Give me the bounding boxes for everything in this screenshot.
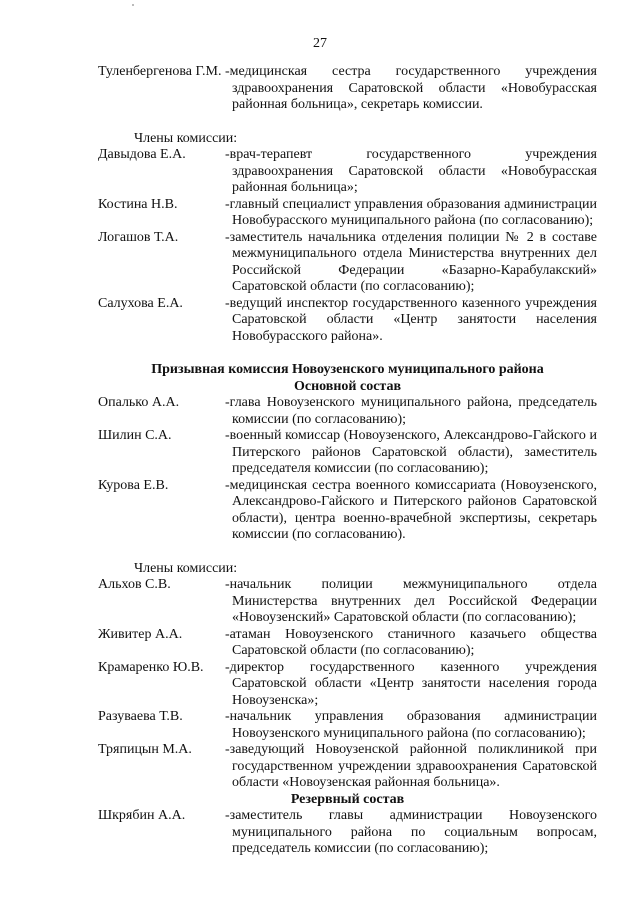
member-entry	[98, 577, 597, 627]
page-number: 27	[313, 36, 327, 51]
member-name: Давыдова Е.А.	[98, 147, 186, 162]
member-entry	[98, 395, 597, 428]
member-entry	[98, 627, 597, 660]
member-role: -начальник управления образования администрации Новоузенского муниципального района (по согласованию);	[225, 709, 597, 741]
member-name: Логашов Т.А.	[98, 229, 179, 245]
member-entry	[98, 478, 597, 544]
block-main	[98, 395, 597, 544]
member-name: Тряпицын М.А.	[98, 742, 192, 757]
reserve-composition-heading: Резервный состав	[290, 791, 405, 807]
member-role: -заместитель главы администрации Новоузенского муниципального района по социальным вопросам, председатель комиссии (по согласованию);	[225, 808, 597, 856]
member-name: Опалько А.А.	[98, 395, 180, 410]
member-name: Шкрябин А.А.	[98, 808, 186, 823]
member-entry	[98, 230, 597, 296]
member-name: Крамаренко Ю.В.	[98, 659, 204, 675]
document-body	[98, 64, 597, 858]
block-members-2	[98, 577, 597, 792]
member-name: Альхов С.В.	[98, 577, 171, 592]
member-role: -начальник полиции межмуниципального отдела Министерства внутренних дел Российской Федерации «Новоузенский» Саратовской области (по согласованию);	[225, 577, 597, 625]
section-title: Призывная комиссия Новоузенского муниципального района	[151, 362, 544, 377]
block-members-1	[98, 147, 597, 345]
member-role: -медицинская сестра военного комиссариата (Новоузенского, Александрово-Гайского и Питерского районов Саратовской области), центра военно-врачебной экспертизы, секретарь комиссии (по согласованию).	[225, 477, 597, 542]
member-entry	[98, 197, 597, 230]
member-role: -медицинская сестра государственного учреждения здравоохранения Саратовской области «Новобурасская районная больница», секретарь комиссии.	[225, 64, 597, 112]
member-entry	[98, 428, 597, 478]
member-role: -ведущий инспектор государственного казенного учреждения Саратовской области «Центр занятости населения Новобурасского района».	[225, 295, 597, 344]
member-name: Живитер А.А.	[98, 626, 183, 642]
member-entry	[98, 660, 597, 710]
member-name: Шилин С.А.	[98, 428, 172, 443]
block-reserve	[98, 808, 597, 858]
member-role: -военный комиссар (Новоузенского, Александрово-Гайского и Питерского районов Саратовской области), заместитель председателя комиссии (по согласованию);	[225, 428, 597, 476]
member-name: Курова Е.В.	[98, 477, 169, 493]
main-composition-heading: Основной состав	[293, 378, 402, 394]
member-role: -заведующий Новоузенской районной поликлиникой при государственном учреждении здравоохранения Саратовской области «Новоузенская районная больница».	[225, 742, 597, 790]
member-role: -заместитель начальника отделения полиции № 2 в составе межмуниципального отдела Министерства внутренних дел Российской Федерации «Базарно-Карабулакский» Саратовской области (по согласованию);	[225, 229, 597, 294]
member-name: Костина Н.В.	[98, 196, 178, 212]
member-entry	[98, 64, 597, 114]
member-entry	[98, 742, 597, 792]
member-entry	[98, 709, 597, 742]
member-entry	[98, 808, 597, 858]
member-name: Салухова Е.А.	[98, 295, 183, 311]
block-secretary	[98, 64, 597, 114]
member-role: -директор государственного казенного учреждения Саратовской области «Центр занятости населения города Новоузенска»;	[225, 659, 597, 708]
member-role: -врач-терапевт государственного учреждения здравоохранения Саратовской области «Новобурасская районная больница»;	[225, 147, 597, 195]
scan-speck	[132, 4, 134, 6]
member-role: -главный специалист управления образования администрации Новобурасского муниципального района (по согласованию);	[225, 196, 597, 228]
member-entry	[98, 147, 597, 197]
members-label: Члены комиссии:	[134, 130, 238, 146]
member-role: -глава Новоузенского муниципального района, председатель комиссии (по согласованию);	[225, 395, 597, 427]
members-label: Члены комиссии:	[134, 560, 238, 576]
member-name: Туленбергенова Г.М.	[98, 64, 222, 79]
member-role: -атаман Новоузенского станичного казачьего общества Саратовской области (по согласованию);	[225, 626, 597, 658]
member-entry	[98, 296, 597, 346]
member-name: Разуваева Т.В.	[98, 709, 183, 724]
